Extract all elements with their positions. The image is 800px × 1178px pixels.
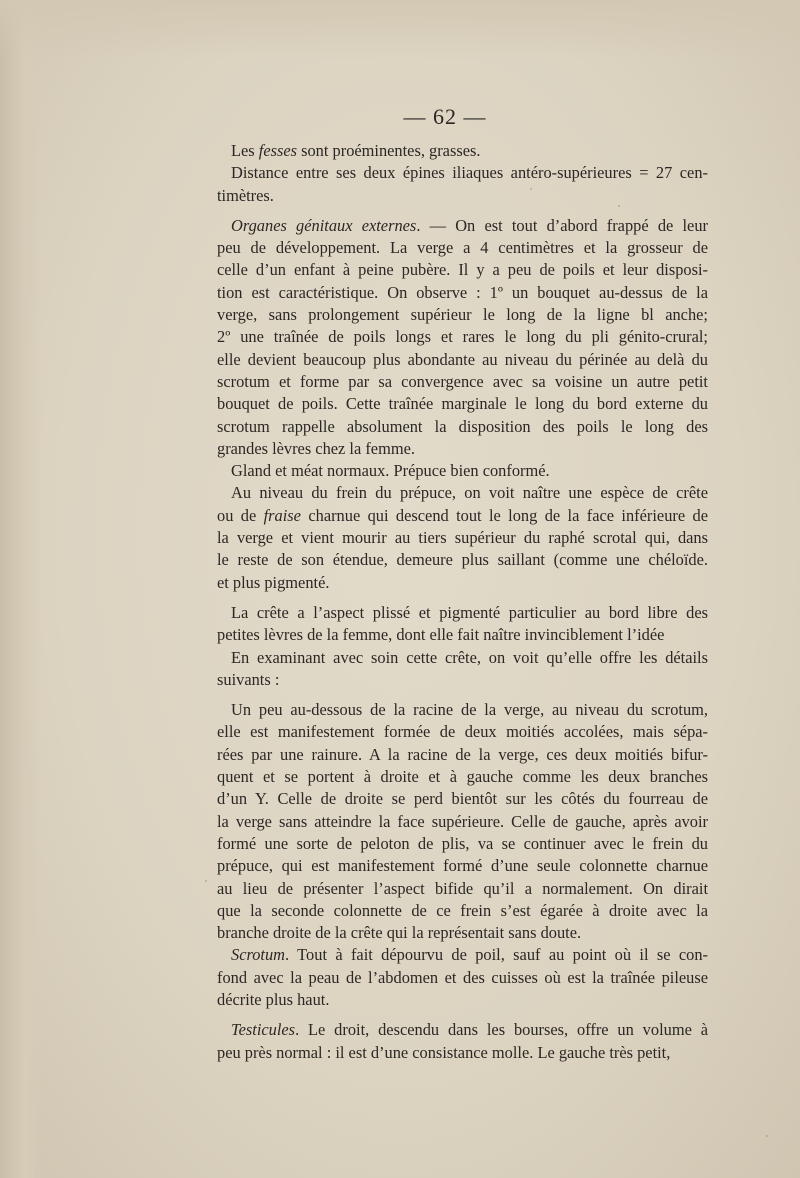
text-run: peu de développement. La verge a 4 centimètres et la grosseur de — [217, 238, 708, 258]
text-line — [217, 140, 708, 162]
text-run: Distance entre ses deux épines iliaques antéro-supérieures = 27 cen- — [231, 163, 708, 183]
text-line — [217, 371, 708, 393]
text-run: timètres. — [217, 185, 274, 205]
text-line — [217, 1042, 708, 1064]
text-run: verge, sans prolongement supérieur le long de la ligne bl anche; — [217, 305, 708, 325]
paper-speck — [530, 188, 532, 190]
body-text — [217, 140, 708, 1064]
text-line — [217, 944, 708, 966]
text-line — [217, 967, 708, 989]
text-line — [217, 744, 708, 766]
text-line — [217, 602, 708, 624]
text-run: scrotum et forme par sa convergence avec sa voisine un autre petit — [217, 371, 708, 391]
text-line — [217, 304, 708, 326]
text-line — [217, 1019, 708, 1041]
text-run: Un peu au-dessous de la racine de la verge, au niveau du scrotum, — [231, 700, 708, 720]
text-line — [217, 855, 708, 877]
italic-text: fesses — [258, 141, 298, 160]
italic-text: Testicules — [231, 1020, 296, 1040]
text-run: elle est manifestement formée de deux moitiés accolées, mais sépa- — [217, 722, 708, 742]
page-edge-shadow — [0, 0, 42, 1178]
italic-text: fraise — [263, 505, 301, 525]
text-line — [217, 878, 708, 900]
text-line — [217, 833, 708, 855]
text-run: En examinant avec soin cette crête, on voit qu’elle offre les détails — [231, 647, 708, 667]
text-line — [217, 788, 708, 810]
paper-speck — [205, 880, 207, 882]
text-line — [217, 505, 708, 527]
text-line — [217, 416, 708, 438]
paragraph — [217, 602, 708, 647]
text-line — [217, 572, 708, 594]
text-run: que la seconde colonnette de ce frein s’est égarée à droite avec la — [217, 900, 708, 920]
text-line — [217, 482, 708, 504]
text-line — [217, 699, 708, 721]
italic-text: Organes génitaux externes — [231, 215, 417, 235]
text-run: la verge et vient mourir au tiers supérieur du raphé scrotal qui, dans — [217, 528, 708, 548]
text-run: scrotum rappelle absolument la disposition des poils le long des — [217, 416, 708, 436]
paragraph — [217, 140, 708, 162]
text-run: la verge sans atteindre la face supérieure. Celle de gauche, après avoir — [217, 811, 708, 831]
text-line — [217, 162, 708, 184]
paper-speck — [766, 1135, 768, 1137]
text-run: branche droite de la crête qui la représentait sans doute. — [217, 923, 582, 943]
paragraph — [217, 944, 708, 1011]
paragraph — [217, 482, 708, 593]
text-run: quent et se portent à droite et à gauche comme les deux branches — [217, 767, 708, 787]
text-line — [217, 647, 708, 669]
text-line — [217, 393, 708, 415]
text-run: grandes lèvres chez la femme. — [217, 438, 415, 458]
page-top-shadow — [0, 0, 800, 60]
text-run: ou de — [217, 505, 264, 525]
text-run: Les — [231, 141, 259, 160]
paragraph — [217, 215, 708, 460]
text-run: tion est caractéristique. On observe : 1º un bouquet au-dessus de la — [217, 282, 708, 302]
text-run: . Tout à fait dépourvu de poil, sauf au point où il se con- — [285, 945, 708, 965]
text-run: rées par une rainure. A la racine de la verge, ces deux moitiés bifur- — [217, 744, 708, 764]
paragraph — [217, 647, 708, 692]
text-line — [217, 438, 708, 460]
paragraph — [217, 162, 708, 207]
text-run: charnue qui descend tout le long de la face inférieure de — [300, 505, 708, 525]
text-run: et plus pigmenté. — [217, 572, 330, 592]
text-line — [217, 460, 708, 482]
text-run: La crête a l’aspect plissé et pigmenté particulier au bord libre des — [231, 602, 708, 622]
text-line — [217, 215, 708, 237]
paper-speck — [618, 205, 620, 207]
text-line — [217, 237, 708, 259]
text-run: formé une sorte de peloton de plis, va se continuer avec le frein du — [217, 833, 708, 853]
text-run: celle d’un enfant à peine pubère. Il y a peu de poils et leur disposi- — [217, 260, 708, 280]
paragraph — [217, 699, 708, 944]
text-run: le reste de son étendue, demeure plus saillant (comme une chéloïde. — [217, 550, 708, 570]
paragraph — [217, 460, 708, 482]
text-line — [217, 669, 708, 691]
text-line — [217, 259, 708, 281]
text-line — [217, 721, 708, 743]
text-run: suivants : — [217, 669, 280, 689]
text-run: d’un Y. Celle de droite se perd bientôt sur les côtés du fourreau de — [217, 789, 708, 809]
text-line — [217, 766, 708, 788]
text-run: au lieu de présenter l’aspect bifide qu’il a normalement. On dirait — [217, 878, 708, 898]
text-run: décrite plus haut. — [217, 989, 330, 1009]
text-run: 2º une traînée de poils longs et rares le long du pli génito-crural; — [217, 327, 708, 347]
text-line — [217, 282, 708, 304]
text-run: sont proéminentes, grasses. — [297, 141, 481, 160]
page-number: — 62 — — [403, 104, 487, 129]
paragraph — [217, 1019, 708, 1064]
text-line — [217, 326, 708, 348]
text-line — [217, 185, 708, 207]
text-line — [217, 624, 708, 646]
text-line — [217, 922, 708, 944]
text-line — [217, 527, 708, 549]
text-run: Au niveau du frein du prépuce, on voit naître une espèce de crête — [231, 483, 708, 503]
text-run: . — On est tout d’abord frappé de leur — [416, 215, 708, 235]
text-run: prépuce, qui est manifestement formé d’une seule colonnette charnue — [217, 856, 708, 876]
text-line — [217, 349, 708, 371]
text-run: . Le droit, descendu dans les bourses, offre un volume à — [295, 1020, 708, 1040]
text-line — [217, 989, 708, 1011]
text-run: fond avec la peau de l’abdomen et des cuisses où est la traînée pileuse — [217, 967, 708, 987]
text-run: bouquet de poils. Cette traînée marginale le long du bord externe du — [217, 394, 708, 414]
text-run: elle devient beaucoup plus abondante au niveau du périnée au delà du — [217, 349, 708, 369]
text-line — [217, 900, 708, 922]
text-run: petites lèvres de la femme, dont elle fait naître invinciblement l’idée — [217, 625, 665, 645]
text-run: peu près normal : il est d’une consistance molle. Le gauche très petit, — [217, 1042, 671, 1062]
text-line — [217, 811, 708, 833]
text-run: Gland et méat normaux. Prépuce bien conformé. — [231, 461, 550, 481]
italic-text: Scrotum — [231, 945, 286, 965]
text-line — [217, 549, 708, 571]
